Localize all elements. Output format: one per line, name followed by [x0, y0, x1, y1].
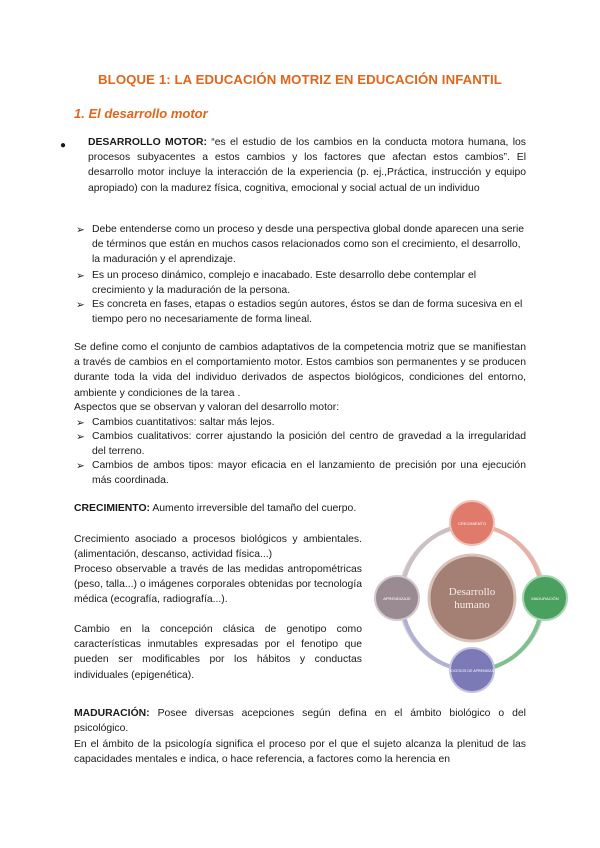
list-item: Es un proceso dinámico, complejo e inacabado. Este desarrollo debe contemplar el crecimiento y la maduración de la persona. [92, 270, 477, 297]
node-label: MADURACIÓN [531, 596, 559, 601]
arrow-bullet-icon: ➢ [76, 299, 85, 311]
arrow-bullet-icon: ➢ [76, 431, 85, 443]
list-item: Debe entenderse como un proceso y desde una perspectiva global donde aparecen una serie de términos que están en muchos casos relacionados como son el crecimiento, el desarrollo, la maduración y el aprendizaje. [92, 224, 525, 266]
development-cycle-diagram [363, 500, 581, 695]
maduracion-term: MADURACIÓN: [74, 708, 150, 719]
maduracion-paragraph: En el ámbito de la psicología significa el proceso por el que el sujeto alcanza la plenitud de las capacidades mentales e indica, o hace referencia, a factores como la herencia en [74, 739, 526, 766]
maduracion-lead [74, 706, 526, 736]
crecimiento-term: CRECIMIENTO: [74, 503, 151, 514]
node-label: CRECIMIENTO [458, 521, 486, 526]
list-item: Cambios de ambos tipos: mayor eficacia en el lanzamiento de precisión por una ejecución más coordinada. [92, 460, 526, 487]
crecimiento-paragraph: Proceso observable a través de las medidas antropométricas (peso, talla...) o imágenes corporales obtenidas por tecnología médica (ecografía, radiografía...). [74, 564, 362, 606]
list-item: Cambios cuantitativos: saltar más lejos. [92, 417, 275, 428]
definition-text: “es el estudio de los cambios en la conducta motora humana, los procesos subyacentes a estos cambios y los factores que afectan estos cambios”. El desarrollo motor incluye la interacción de la experiencia (p. ej.,Práctica, instrucción y equipo apropiado) con la madurez física, cognitiva, emocional y social actual de un individuo [88, 137, 526, 194]
crecimiento-lead-text: Aumento irreversible del tamaño del cuerpo. [150, 503, 357, 514]
definition-paragraph-2: Se define como el conjunto de cambios adaptativos de la competencia motriz que se manifiestan a través de cambios en el comportamiento motor. Estos cambios son permanentes y se producen durante toda la vida del individuo derivados de aspectos biológicos, condiciones del entorno, ambiente y condiciones de la tarea . [74, 342, 526, 399]
crecimiento-paragraph: Crecimiento asociado a procesos biológicos y ambientales. (alimentación, descanso, actividad física...) [74, 534, 362, 561]
crecimiento-lead [74, 501, 362, 516]
crecimiento-paragraph: Cambio en la concepción clásica de genotipo como características inmutables expresadas por el fenotipo que pueden ser modificables por los hábitos y conductas individuales (epigenética). [74, 624, 362, 681]
center-label-line1: Desarrollo [448, 586, 496, 598]
arrow-bullet-icon: ➢ [76, 417, 85, 429]
definition-paragraph [88, 135, 526, 196]
arrow-bullet-icon: ➢ [76, 270, 85, 282]
document-title: BLOQUE 1: LA EDUCACIÓN MOTRIZ EN EDUCACIÓN INFANTIL [98, 72, 502, 87]
arrow-bullet-icon: ➢ [76, 224, 85, 236]
list-item: Es concreta en fases, etapas o estadios según autores, éstos se dan de forma sucesiva en el tiempo pero no necesariamente de forma lineal. [92, 299, 523, 326]
maduracion-lead-text: Posee diversas acepciones según defina en el ámbito biológico o del psicológico. [74, 708, 526, 735]
center-label-line2: humano [454, 599, 490, 611]
bullet-dot-icon: ● [60, 140, 67, 151]
node-label: APRENDIZAJE [383, 596, 411, 601]
list-item: Cambios cualitativos: correr ajustando la posición del centro de gravedad a la irregularidad del terreno. [92, 431, 526, 458]
arrow-bullet-icon: ➢ [76, 460, 85, 472]
aspects-intro: Aspectos que se observan y valoran del desarrollo motor: [74, 402, 340, 413]
node-label: PROCESOS DE APRENDIZAJE [446, 669, 498, 673]
definition-term: DESARROLLO MOTOR: [88, 137, 207, 148]
center-node [429, 555, 515, 641]
section-heading: 1. El desarrollo motor [74, 106, 208, 121]
